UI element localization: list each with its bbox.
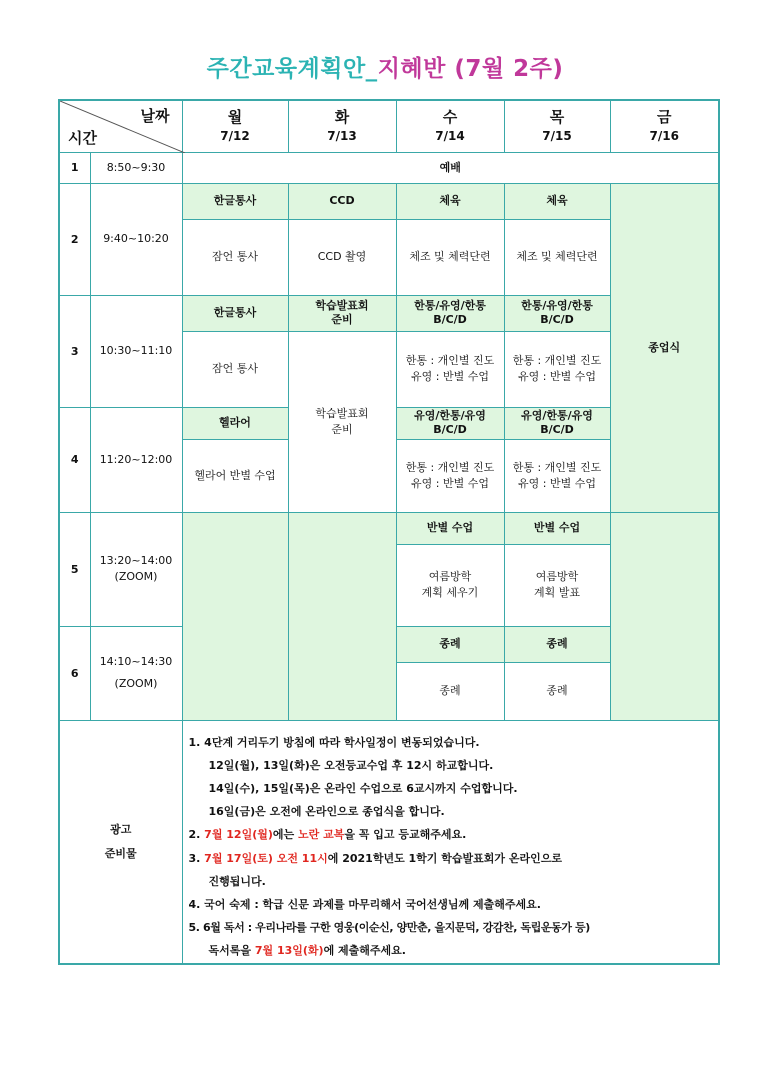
subject-cell: 헬라어 [182, 407, 288, 439]
content-cell: 종례 [504, 662, 610, 720]
notice-highlight: 노란 교복 [298, 828, 345, 842]
page-title [0, 50, 770, 83]
notice-highlight: 7월 17일(토) 오전 11시 [204, 851, 328, 865]
subject-line: B/C/D [433, 313, 467, 326]
notice-text: 에 제출해주세요. [323, 944, 406, 958]
period-row-1 [59, 152, 719, 183]
content-line: 한통 : 개인별 진도 [405, 354, 495, 367]
subject-cell: CCD [288, 183, 396, 219]
subject-line: B/C/D [540, 423, 574, 436]
period-number: 4 [59, 407, 90, 512]
notice-line: 12일(월), 13일(화)은 오전등교수업 후 12시 하교합니다. [208, 758, 494, 772]
day-header-thu [504, 100, 610, 152]
content-cell: CCD 촬영 [288, 219, 396, 295]
subject-cell: 한글통사 [182, 295, 288, 331]
period-row-5-sub [59, 512, 719, 544]
notice-line: 16일(금)은 오전에 온라인으로 종업식을 합니다. [208, 805, 445, 819]
period-time: 11:20~12:00 [90, 407, 182, 512]
period-number: 1 [59, 152, 90, 183]
content-cell: 잠언 통사 [182, 219, 288, 295]
notice-text: 을 꼭 입고 등교해주세요. [344, 828, 467, 842]
period-number: 6 [59, 626, 90, 720]
title-class-name: 지혜반 [377, 56, 446, 82]
subject-cell: 한글통사 [182, 183, 288, 219]
subject-cell [396, 295, 504, 331]
content-line: 여름방학 [428, 570, 472, 583]
period-row-2-sub [59, 183, 719, 219]
notice-text: 2. [188, 828, 205, 842]
content-line: 한통 : 개인별 진도 [405, 460, 495, 474]
content-cell [504, 544, 610, 626]
day-name: 월 [227, 107, 243, 126]
subject-line: 한통/유영/한통 [414, 299, 486, 312]
notice-line: 5. 6월 독서 : 우리나라를 구한 영웅(이순신, 양만춘, 을지문덕, 강감찬, 독립운동가 등) [188, 921, 590, 935]
notice-line: 1. 4단계 거리두기 방침에 따라 학사일정이 변동되었습니다. [188, 735, 480, 749]
notice-label [59, 720, 182, 964]
subject-cell: 반별 수업 [396, 512, 504, 544]
time-label: 시간 [68, 128, 97, 147]
subject-line: 유영/한통/유영 [521, 409, 593, 422]
zoom-text: (ZOOM) [114, 570, 158, 583]
time-text: 13:20~14:00 [99, 554, 173, 567]
subject-cell: 종례 [504, 626, 610, 662]
day-date: 7/15 [542, 128, 572, 143]
empty-cell [182, 512, 288, 720]
title-main: 주간교육계획안_ [206, 56, 378, 82]
subject-line: 학습발표회 [315, 299, 369, 312]
content-line: 유영 : 반별 수업 [411, 370, 489, 383]
notice-label-2: 준비물 [104, 846, 137, 860]
notice-text: 3. [188, 851, 205, 865]
period-time [90, 512, 182, 626]
day-name: 화 [334, 107, 350, 126]
notice-content [182, 720, 719, 964]
notice-line: 진행됩니다. [208, 874, 266, 888]
notice-line [189, 823, 719, 846]
day-header-wed [396, 100, 504, 152]
content-line: 여름방학 [535, 570, 579, 583]
day-header-mon [182, 100, 288, 152]
period-time: 8:50~9:30 [90, 152, 182, 183]
content-cell: 잠언 통사 [182, 331, 288, 407]
closing-ceremony-cell: 종업식 [610, 183, 719, 512]
period-time: 9:40~10:20 [90, 183, 182, 295]
subject-cell [504, 407, 610, 439]
day-name: 목 [549, 107, 565, 126]
subject-line: 한통/유영/한통 [521, 299, 593, 312]
content-line: 계획 발표 [533, 586, 580, 599]
content-line: 유영 : 반별 수업 [518, 370, 596, 383]
subject-cell: 체육 [396, 183, 504, 219]
day-name: 금 [657, 107, 672, 126]
subject-cell: 반별 수업 [504, 512, 610, 544]
notice-row [59, 720, 719, 964]
notice-label-1: 광고 [110, 822, 132, 836]
day-date: 7/12 [220, 128, 250, 143]
header-row [59, 100, 719, 152]
notice-text: 에 2021학년도 1학기 학습발표회가 온라인으로 [327, 851, 562, 865]
notice-line: 4. 국어 숙제 : 학급 신문 과제를 마무리해서 국어선생님께 제출해주세요. [188, 897, 541, 911]
subject-cell: 체육 [504, 183, 610, 219]
content-line: 학습발표회 [315, 406, 369, 420]
subject-cell: 종례 [396, 626, 504, 662]
content-cell: 헬라어 반별 수업 [182, 439, 288, 512]
period-time: 10:30~11:10 [90, 295, 182, 407]
notice-line [189, 847, 719, 870]
day-date: 7/16 [649, 128, 679, 143]
content-line: 한통 : 개인별 진도 [512, 354, 602, 367]
date-label: 날짜 [140, 107, 170, 125]
content-cell [504, 439, 610, 512]
period-number: 2 [59, 183, 90, 295]
title-week: (7월 2주) [445, 56, 564, 82]
notice-line: 14일(수), 15일(목)은 온라인 수업으로 6교시까지 수업합니다. [208, 781, 518, 795]
subject-cell [288, 295, 396, 331]
content-cell [504, 331, 610, 407]
subject-line: B/C/D [540, 313, 574, 326]
schedule-table [58, 99, 720, 965]
subject-cell [504, 295, 610, 331]
subject-line: 준비 [331, 313, 353, 326]
day-header-fri [610, 100, 719, 152]
content-cell [396, 331, 504, 407]
subject-line: B/C/D [433, 423, 467, 436]
period-time [90, 626, 182, 720]
content-cell: 체조 및 체력단련 [396, 219, 504, 295]
content-line: 유영 : 반별 수업 [518, 476, 596, 490]
header-corner [59, 100, 182, 152]
time-text: 14:10~14:30 [99, 655, 173, 668]
subject-line: 유영/한통/유영 [414, 409, 486, 422]
notice-highlight: 7월 13일(화) [254, 944, 324, 958]
day-date: 7/13 [327, 128, 357, 143]
empty-cell [610, 512, 719, 720]
notice-text: 독서록을 [208, 944, 255, 958]
empty-cell [288, 512, 396, 720]
notice-text: 에는 [272, 828, 298, 842]
day-date: 7/14 [435, 128, 465, 143]
period-number: 3 [59, 295, 90, 407]
content-cell [396, 544, 504, 626]
worship-cell: 예배 [182, 152, 719, 183]
notice-line [189, 939, 719, 962]
content-line: 계획 세우기 [421, 586, 479, 599]
content-cell: 종례 [396, 662, 504, 720]
notice-highlight: 7월 12일(월) [204, 828, 273, 842]
day-header-tue [288, 100, 396, 152]
content-cell [396, 439, 504, 512]
subject-cell [396, 407, 504, 439]
zoom-text: (ZOOM) [114, 677, 158, 690]
content-line: 유영 : 반별 수업 [411, 476, 489, 490]
content-cell: 체조 및 체력단련 [504, 219, 610, 295]
content-line: 한통 : 개인별 진도 [512, 460, 602, 474]
content-line: 준비 [331, 422, 353, 436]
day-name: 수 [442, 107, 458, 126]
period-number: 5 [59, 512, 90, 626]
content-cell [288, 331, 396, 512]
